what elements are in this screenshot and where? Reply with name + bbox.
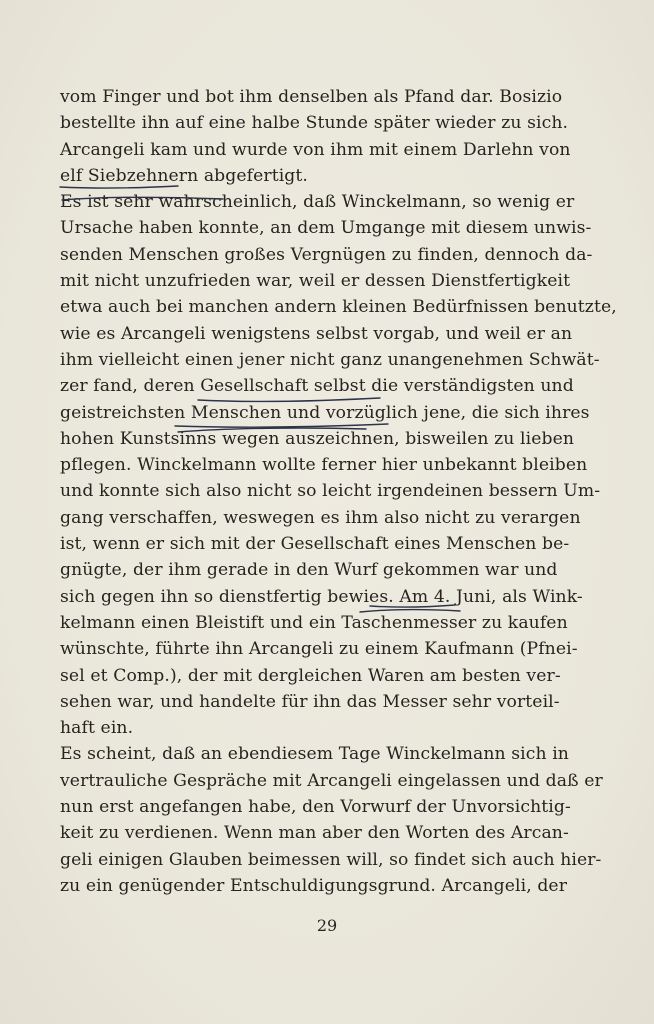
text-line: nun erst angefangen habe, den Vorwurf der Unvorsichtig- bbox=[60, 797, 571, 818]
text-line: zer fand, deren Gesellschaft selbst die verständigsten und bbox=[60, 376, 574, 397]
text-line: mit nicht unzufrieden war, weil er dessen Dienstfertigkeit bbox=[60, 271, 571, 292]
text-line: pflegen. Winckelmann wollte ferner hier unbekannt bleiben bbox=[60, 455, 588, 476]
text-line: wie es Arcangeli wenigstens selbst vorgab, und weil er an bbox=[60, 323, 573, 344]
text-line: senden Menschen großes Vergnügen zu finden, dennoch da- bbox=[60, 244, 593, 265]
text-line: und konnte sich also nicht so leicht irgendeinen bessern Um- bbox=[60, 481, 601, 502]
text-line: ihm vielleicht einen jener nicht ganz unangenehmen Schwät- bbox=[60, 349, 600, 370]
text-line: Es scheint, daß an ebendiesem Tage Winckelmann sich in bbox=[60, 744, 569, 765]
text-line: kelmann einen Bleistift und ein Taschenmesser zu kaufen bbox=[60, 612, 568, 633]
text-line: elf Siebzehnern abgefertigt. bbox=[60, 165, 308, 186]
text-line: sel et Comp.), der mit dergleichen Waren am besten ver- bbox=[60, 665, 561, 686]
text-line: hohen Kunstsinns wegen auszeichnen, bisweilen zu lieben bbox=[60, 428, 575, 449]
text-line: etwa auch bei manchen andern kleinen Bedürfnissen benutzte, bbox=[60, 297, 617, 318]
text-line: Arcangeli kam und wurde von ihm mit einem Darlehn von bbox=[60, 139, 571, 160]
text-line: Ursache haben konnte, an dem Umgange mit diesem unwis- bbox=[60, 218, 592, 239]
text-line: bestellte ihn auf eine halbe Stunde später wieder zu sich. bbox=[60, 113, 569, 134]
text-line: gnügte, der ihm gerade in den Wurf gekommen war und bbox=[60, 560, 558, 581]
text-line: zu ein genügender Entschuldigungsgrund. Arcangeli, der bbox=[60, 875, 568, 896]
text-line: sich gegen ihn so dienstfertig bewies. Am 4. Juni, als Wink- bbox=[60, 586, 583, 607]
text-line: Es ist sehr wahrscheinlich, daß Winckelmann, so wenig er bbox=[60, 192, 575, 213]
text-line: sehen war, und handelte für ihn das Messer sehr vorteil- bbox=[60, 691, 560, 712]
text-line: wünschte, führte ihn Arcangeli zu einem Kaufmann (Pfnei- bbox=[60, 639, 578, 660]
body-text bbox=[60, 84, 617, 899]
text-line: geli einigen Glauben beimessen will, so findet sich auch hier- bbox=[60, 849, 602, 870]
text-line: geistreichsten Menschen und vorzüglich jene, die sich ihres bbox=[60, 402, 590, 423]
text-line: ist, wenn er sich mit der Gesellschaft eines Menschen be- bbox=[60, 534, 570, 555]
text-line: keit zu verdienen. Wenn man aber den Worten des Arcan- bbox=[60, 823, 569, 844]
text-line: vertrauliche Gespräche mit Arcangeli eingelassen und daß er bbox=[60, 770, 603, 791]
text-line: vom Finger und bot ihm denselben als Pfand dar. Bosizio bbox=[60, 87, 563, 107]
page-number: 29 bbox=[316, 916, 338, 935]
text-line: gang verschaffen, weswegen es ihm also nicht zu verargen bbox=[60, 507, 581, 528]
text-line: haft ein. bbox=[60, 718, 134, 739]
